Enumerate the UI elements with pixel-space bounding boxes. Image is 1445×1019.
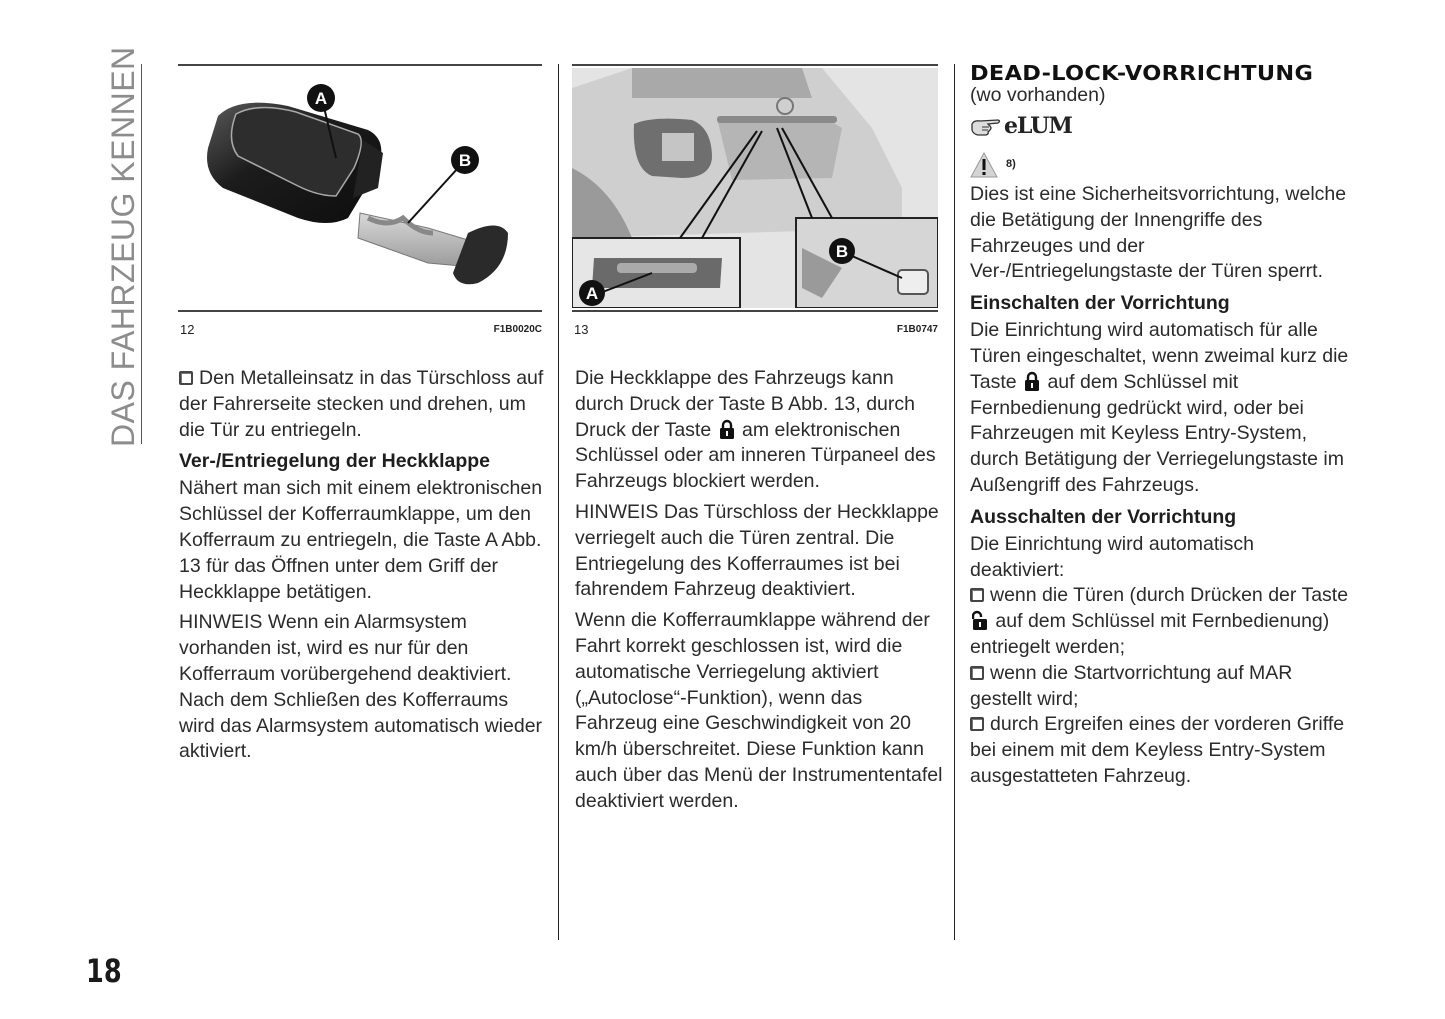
figure-13 xyxy=(572,64,938,344)
tailgate-illustration xyxy=(572,68,938,308)
bullet-square-icon xyxy=(970,717,984,731)
paragraph-text: Die Einrichtung wird automatisch für alle Türen eingeschaltet, wenn zweimal kurz die Taste xyxy=(970,319,1349,393)
svg-text:B: B xyxy=(835,242,849,261)
bullet-square-icon xyxy=(970,588,984,602)
column-divider-2 xyxy=(954,64,955,940)
paragraph: Dies ist eine Sicherheitsvorrichtung, welche die Betätigung der Innengriffe des Fahrzeuges und der Ver-/Entriegelungstaste der Türen sperrt. xyxy=(970,183,1347,283)
bullet-text: Den Metalleinsatz in das Türschloss auf der Fahrerseite stecken und drehen, um die Tür zu entriegeln. xyxy=(179,367,544,441)
bullet-square-icon xyxy=(179,371,193,385)
section-title xyxy=(103,46,143,447)
warning-ref-number: 8) xyxy=(1006,158,1016,171)
figure-code: F1B0020C xyxy=(493,324,542,335)
bullet-square-icon xyxy=(970,666,984,680)
bullet-item xyxy=(970,712,1350,789)
figure-number: 12 xyxy=(180,322,195,337)
svg-text:B: B xyxy=(458,151,472,170)
bullet-item xyxy=(970,661,1350,713)
figure-rule-top xyxy=(178,64,542,66)
heading-enable: Einschalten der Vorrichtung xyxy=(970,292,1230,315)
figure-rule-top xyxy=(572,64,938,66)
warning-triangle-icon xyxy=(970,152,998,178)
figure-number: 13 xyxy=(574,322,589,337)
elum-label: eLUM xyxy=(1004,113,1072,140)
lock-closed-icon xyxy=(1024,371,1040,391)
lock-closed-icon xyxy=(719,419,735,439)
lock-open-icon xyxy=(972,610,988,630)
paragraph xyxy=(970,318,1350,499)
elum-reference xyxy=(970,112,1350,142)
figure-rule-bottom xyxy=(178,310,542,312)
bullet-item xyxy=(179,366,547,443)
column-divider-1 xyxy=(558,64,559,940)
paragraph-text: am elektronischen Schlüssel oder am inneren Türpaneel des Fahrzeugs blockiert werden. xyxy=(575,418,936,493)
section-title-rule xyxy=(141,64,142,444)
bullet-text: auf dem Schlüssel mit Fernbedienung) entriegelt werden; xyxy=(970,610,1330,658)
column-2 xyxy=(575,366,945,820)
heading-tailgate: Ver-/Entriegelung der Heckklappe xyxy=(179,450,491,473)
page-number: 18 xyxy=(86,952,122,990)
paragraph-text: Die Heckklappe des Fahrzeugs kann durch Druck der Taste B Abb. 13, durch Druck der Taste xyxy=(575,367,915,441)
warning-reference xyxy=(970,150,1350,180)
bullet-text: durch Ergreifen eines der vorderen Griffe bei einem mit dem Keyless Entry-System ausgestatteten Fahrzeug. xyxy=(970,713,1345,787)
note-paragraph: HINWEIS Das Türschloss der Heckklappe verriegelt auch die Türen zentral. Die Entriegelung des Kofferraumes ist bei fahrendem Fahrzeug deaktiviert. xyxy=(575,500,939,601)
figure-rule-bottom xyxy=(572,310,938,312)
key-illustration xyxy=(178,68,542,308)
paragraph: Wenn die Kofferraumklappe während der Fahrt korrekt geschlossen ist, wird die automatische Verriegelung aktiviert („Autoclose“-Funktion), wenn das Fahrzeug eine Geschwindigkeit von 20 km/h überschreitet. Diese Funktion kann auch über das Menü der Instrumententafel deaktiviert werden. xyxy=(575,609,943,812)
column-3 xyxy=(970,62,1350,790)
pointing-hand-icon xyxy=(970,116,1002,138)
bullet-text: wenn die Türen (durch Drücken der Taste xyxy=(990,584,1349,607)
svg-text:A: A xyxy=(585,284,599,303)
heading-disable: Ausschalten der Vorrichtung xyxy=(970,505,1237,528)
column-1 xyxy=(179,366,547,770)
section-title-text: DAS FAHRZEUG KENNEN xyxy=(105,46,141,447)
bullet-text: wenn die Startvorrichtung auf MAR gestellt wird; xyxy=(970,661,1293,710)
bullet-item xyxy=(970,583,1350,660)
paragraph-text: auf dem Schlüssel mit Fernbedienung gedrückt wird, oder bei Fahrzeugen mit Keyless Entry-System, durch Betätigung der Verriegelungstaste im Außengriff des Fahrzeugs. xyxy=(970,370,1344,496)
svg-text:A: A xyxy=(314,89,328,108)
heading-dead-lock: DEAD-LOCK-VORRICHTUNG xyxy=(970,61,1314,85)
figure-12 xyxy=(178,64,542,344)
figure-code: F1B0747 xyxy=(896,324,938,335)
paragraph: Nähert man sich mit einem elektronischen Schlüssel der Kofferraumklappe, um den Kofferraum zu entriegeln, die Taste A Abb. 13 für das Öffnen unter dem Griff der Heckklappe betätigen. xyxy=(179,477,543,603)
paragraph xyxy=(575,366,945,495)
paragraph: Die Einrichtung wird automatisch deaktiviert: xyxy=(970,532,1254,581)
subheading: (wo vorhanden) xyxy=(970,84,1106,106)
note-paragraph: HINWEIS Wenn ein Alarmsystem vorhanden ist, wird es nur für den Kofferraum vorübergehend deaktiviert. Nach dem Schließen des Kofferraums wird das Alarmsystem automatisch wieder aktiviert. xyxy=(179,611,543,763)
